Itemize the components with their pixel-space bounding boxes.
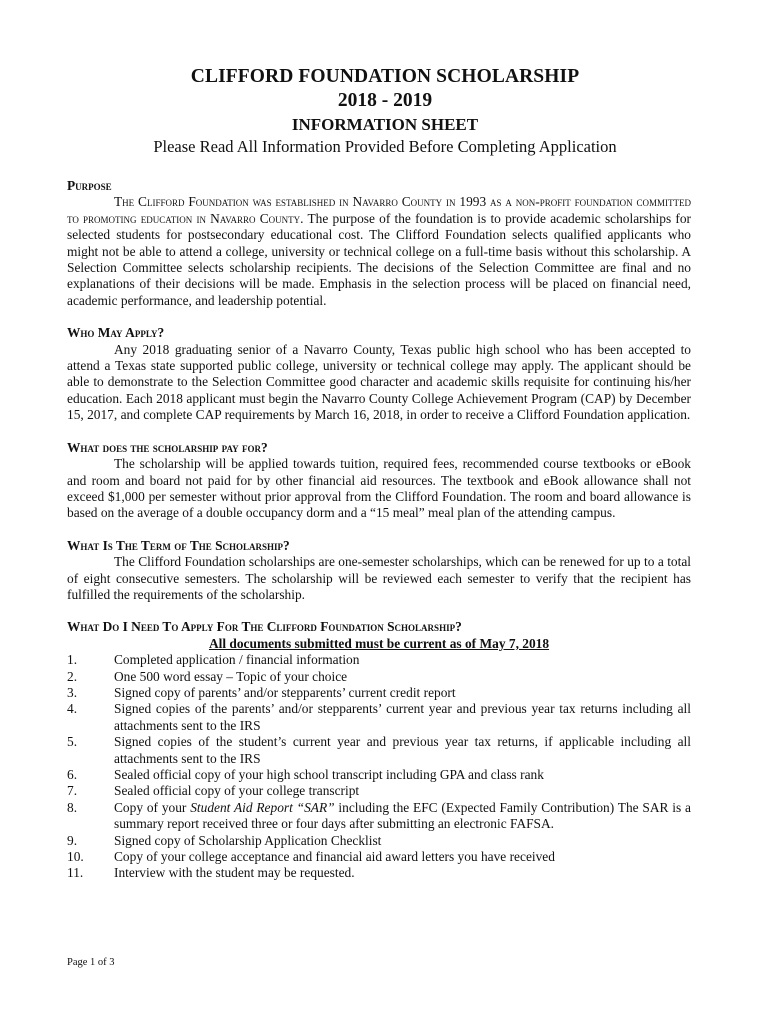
list-item-number: 7. (67, 783, 78, 799)
list-item (67, 833, 691, 849)
list-item-number: 5. (67, 734, 78, 750)
list-item-text: Signed copies of the student’s current year and previous year tax returns, if applicable including all attachments sent to the IRS (114, 734, 691, 766)
sar-title: Student Aid Report “SAR” (190, 799, 335, 815)
document-years: 2018 - 2019 (337, 90, 433, 111)
list-item-number: 1. (67, 652, 78, 668)
document-subtitle: INFORMATION SHEET (291, 115, 479, 134)
who-heading: Who May Apply? (67, 325, 165, 341)
payfor-heading: What does the scholarship pay for? (67, 439, 268, 455)
list-item-number: 11. (67, 865, 84, 881)
list-item-text: Interview with the student may be requested. (114, 865, 355, 881)
list-item-text: Sealed official copy of your college transcript (114, 783, 360, 799)
list-item (67, 783, 691, 799)
list-item-number: 2. (67, 668, 78, 684)
document-title: CLIFFORD FOUNDATION SCHOLARSHIP (190, 66, 580, 87)
document-body (67, 178, 691, 882)
list-item (67, 652, 691, 668)
list-item (67, 685, 691, 701)
list-item (67, 767, 691, 783)
document-instruction: Please Read All Information Provided Before Completing Application (153, 137, 617, 156)
list-item-number: 6. (67, 767, 78, 782)
page-number: Page 1 of 3 (67, 957, 115, 968)
list-item (67, 800, 691, 833)
list-item (67, 701, 691, 734)
list-item-number: 9. (67, 832, 78, 848)
list-item-text: Signed copy of parents’ and/or stepparents’ current credit report (114, 684, 456, 700)
list-item-text: One 500 word essay – Topic of your choice (114, 668, 348, 684)
list-item-number: 4. (67, 701, 78, 717)
list-item (67, 734, 691, 767)
list-item-text: Completed application / financial information (114, 652, 360, 668)
requirements-list (67, 652, 691, 882)
list-item (67, 865, 691, 881)
documents-notice: All documents submitted must be current as of May 7, 2018 (208, 635, 550, 651)
purpose-body: The purpose of the foundation is to provide academic scholarships for selected students for postsecondary educational cost. The Clifford Foundation selects qualified applicants who might not be able to attend a college, university or technical college on a full-time basis without this scholarship. A Selection Committee selects scholarship recipients. The decisions of the Selection Committee are final and no explanations of their decisions will be made. Emphasis in the selection process will be placed on financial need, academic performance, and leadership potential. (67, 210, 691, 308)
who-paragraph: Any 2018 graduating senior of a Navarro County, Texas public high school who has been accepted to attend a Texas state supported public college, university or technical college may apply. The applicant should be able to demonstrate to the Selection Committee good character and academic skills requisite for continuing his/her education. Each 2018 applicant must begin the Navarro County College Achievement Program (CAP) by December 15, 2017, and complete CAP requirements by March 16, 2018, in order to receive a Clifford Foundation application. (67, 341, 691, 423)
list-item-text: Copy of your college acceptance and financial aid award letters you have received (114, 849, 555, 865)
list-item-number: 3. (67, 684, 78, 700)
list-item-text: Sealed official copy of your high school transcript including GPA and class rank (114, 767, 544, 782)
purpose-paragraph (67, 194, 691, 309)
list-item (67, 849, 691, 865)
list-item (67, 669, 691, 685)
payfor-paragraph: The scholarship will be applied towards tuition, required fees, recommended course textbooks or eBook and room and board not paid for by other financial aid resources. The textbook and eBook allowance shall not exceed $1,000 per semester without prior approval from the Clifford Foundation. The room and board allowance is based on the average of a double occupancy dorm and a “15 meal” meal plan of the attending campus. (67, 456, 691, 521)
purpose-lead: The Clifford Foundation was established in Navarro County in 1993 as a non-profit foundation committed to promoting education in Navarro County. (67, 194, 691, 226)
sar-text-after: including the EFC (Expected Family Contribution) The SAR is a summary report received three or four days after submitting an electronic FAFSA. (114, 799, 691, 832)
sar-text-before: Copy of your (114, 799, 191, 815)
purpose-heading: Purpose (67, 178, 112, 193)
list-item-text: Signed copy of Scholarship Application Checklist (114, 832, 382, 848)
list-item-text (114, 800, 691, 833)
list-item-number: 10. (67, 849, 84, 865)
term-heading: What Is The Term of The Scholarship? (67, 537, 290, 553)
list-item-number: 8. (67, 799, 78, 815)
need-heading: What Do I Need To Apply For The Clifford Foundation Scholarship? (67, 619, 462, 635)
list-item-text: Signed copies of the parents’ and/or stepparents’ current year and previous year tax returns including all attachments sent to the IRS (114, 701, 691, 733)
term-paragraph: The Clifford Foundation scholarships are one-semester scholarships, which can be renewed for up to a total of eight consecutive semesters. The scholarship will be reviewed each semester to verify that the recipient has fulfilled the requirements of the scholarship. (67, 554, 691, 602)
